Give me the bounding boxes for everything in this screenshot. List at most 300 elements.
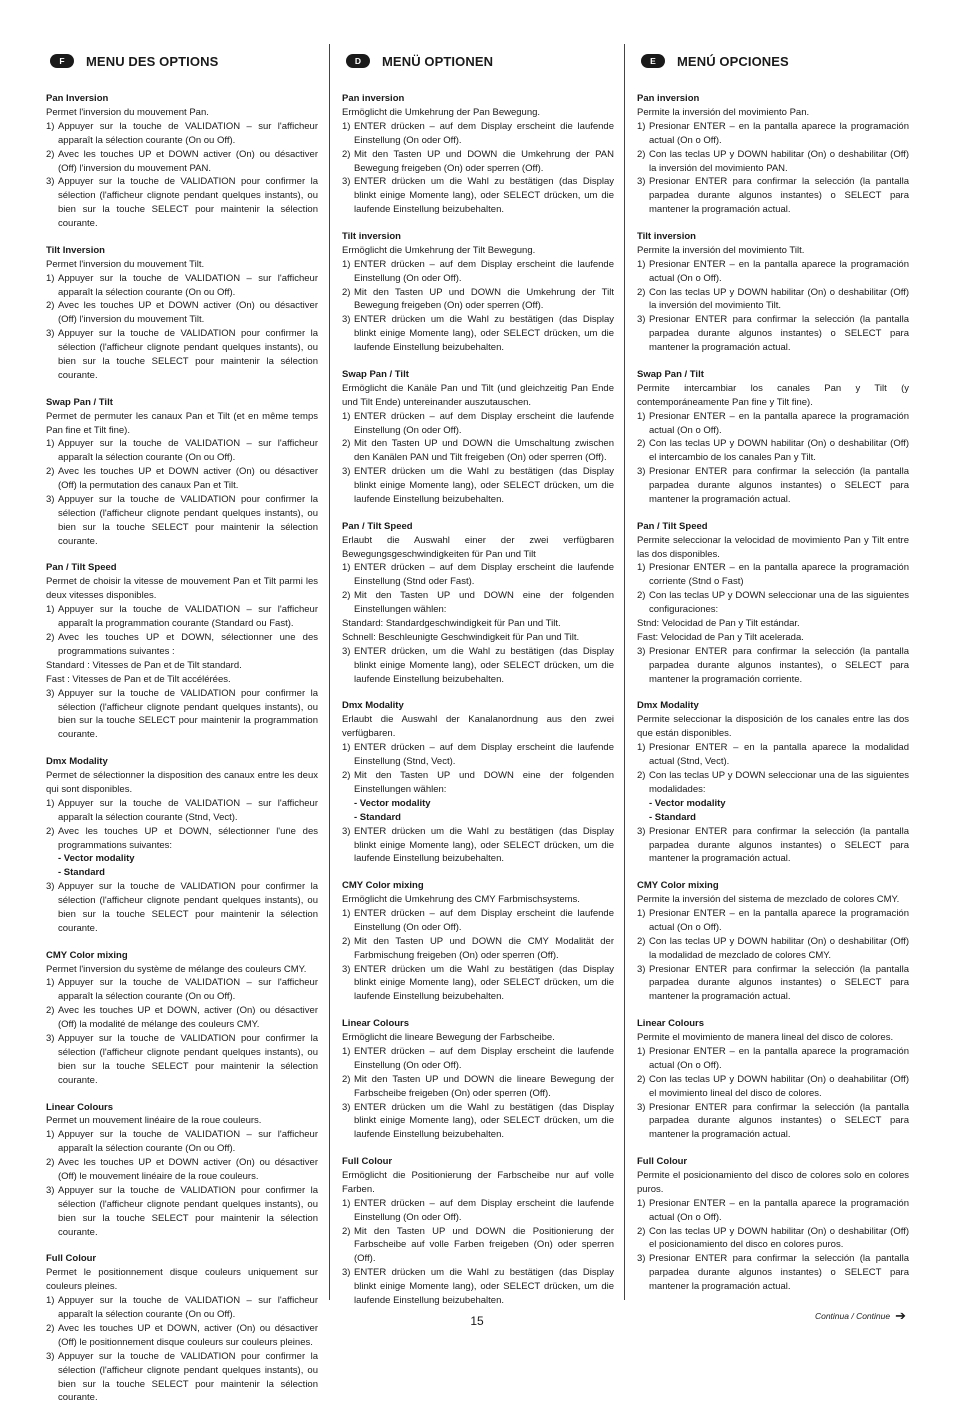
- step-text: ENTER drücken – auf dem Display erscheint die laufende Einstellung (On oder Off).: [354, 120, 614, 146]
- step-number: 3): [342, 963, 351, 975]
- section-title: Pan / Tilt Speed: [46, 562, 117, 574]
- step-number: 2): [46, 148, 55, 160]
- speed-note: Stnd: Velocidad de Pan y Tilt estándar.: [637, 618, 800, 630]
- step-number: 2): [637, 148, 646, 160]
- step-number: 2): [637, 1073, 646, 1085]
- section-intro: Permite seleccionar la disposición de los canales entre las dos que están disponibles.: [637, 714, 909, 740]
- step-item: [342, 1225, 614, 1267]
- section-intro: Erlaubt die Auswahl der Kanalanordnung aus den zwei verfügbaren.: [342, 714, 614, 740]
- step-item: [637, 769, 909, 797]
- step-item: [46, 797, 318, 825]
- column-french: [46, 50, 318, 1404]
- step-text: Presionar ENTER – en la pantalla aparece la modalidad actual (Stnd, Vect).: [649, 742, 909, 768]
- step-number: 1): [637, 907, 646, 919]
- step-item: [342, 437, 614, 465]
- section-intro: Permet l'inversion du mouvement Pan.: [46, 106, 209, 118]
- step-item: [637, 148, 909, 176]
- step-number: 1): [637, 742, 646, 754]
- section-intro: Erlaubt die Auswahl einer der zwei verfügbaren Bewegungsgeschwindigkeiten für Pan und Tilt: [342, 534, 614, 560]
- step-number: 1): [342, 742, 351, 754]
- step-item: [342, 286, 614, 314]
- option-value: - Vector modality: [58, 853, 135, 865]
- step-text: Con las teclas UP y DOWN habilitar (On) o deahabilitar (Off) el movimiento lineal del disco de colores.: [649, 1073, 909, 1099]
- section-title: Pan inversion: [637, 93, 700, 104]
- step-number: 1): [637, 562, 646, 574]
- speed-note: Fast : Vitesses de Pan et de Tilt accélérées.: [46, 673, 231, 685]
- step-number: 1): [637, 1197, 646, 1209]
- step-item: [342, 741, 614, 769]
- step-text: Avec les touches UP et DOWN activer (On) ou désactiver (Off) l'inversion du mouvement PAN.: [58, 148, 318, 174]
- step-text: Mit den Tasten UP und DOWN die CMY Modalität der Farbmischung freigeben (On) oder sperren (Off).: [354, 935, 614, 961]
- section-intro: Permite intercambiar los canales Pan y Tilt (y contemporáneamente Pan fine y Tilt fine).: [637, 382, 909, 408]
- step-number: 3): [637, 1253, 646, 1265]
- section-list: [637, 92, 909, 1294]
- step-text: Appuyer sur la touche de VALIDATION pour confirmer la sélection (l'afficheur clignote pendant quelques instants), ou bien sur la touche SELECT pour maintenir la sélection courante.: [58, 1184, 318, 1238]
- step-item: [46, 437, 318, 465]
- step-text: Con las teclas UP y DOWN seleccionar una de las siguientes modalidades:: [649, 769, 909, 795]
- step-text: Avec les touches UP et DOWN, activer (On) ou désactiver (Off) le positionnement disque couleurs sur couleurs pleines.: [58, 1322, 318, 1348]
- section-intro: Permite el movimiento de manera lineal del disco de colores.: [637, 1031, 894, 1043]
- step-item: [46, 687, 318, 743]
- column-title: MENU DES OPTIONS: [86, 53, 219, 69]
- section-intro: Ermöglicht die Positionierung der Farbscheibe nur auf volle Farben.: [342, 1169, 614, 1195]
- step-number: 1): [637, 258, 646, 270]
- step-number: 1): [637, 410, 646, 422]
- step-number: 3): [46, 1184, 55, 1196]
- step-item: [637, 120, 909, 148]
- section-title: CMY Color mixing: [637, 880, 719, 892]
- step-text: Mit den Tasten UP und DOWN die Umschaltung zwischen den Kanälen PAN und Tilt freigeben (On) oder sperren (Off).: [354, 438, 614, 464]
- section-intro: Permet de choisir la vitesse de mouvement Pan et Tilt parmi les deux vitesses disponibles.: [46, 576, 318, 602]
- step-text: Appuyer sur la touche de VALIDATION pour confirmer la sélection (l'afficheur clignote pendant quelques instants), ou bien sur la touche SELECT pour maintenir la sélection courante.: [58, 494, 318, 547]
- step-number: 3): [46, 494, 55, 506]
- step-number: 3): [46, 687, 55, 699]
- section-title: Pan Inversion: [46, 93, 109, 104]
- section-intro: Permet l'inversion du mouvement Tilt.: [46, 258, 205, 270]
- option-section: [46, 396, 318, 549]
- step-item: [342, 935, 614, 963]
- step-item: [637, 1045, 909, 1073]
- step-text: Presionar ENTER para confirmar la selección (la pantalla parpadea durante algunos instantes) o SELECT para mantener la programación actual.: [649, 176, 909, 216]
- section-title: CMY Color mixing: [342, 880, 424, 892]
- step-number: 1): [342, 1197, 351, 1209]
- option-value: - Standard: [58, 867, 105, 879]
- section-title: Tilt Inversion: [46, 244, 105, 256]
- section-intro: Permet de sélectionner la disposition des canaux entre les deux qui sont disponibles.: [46, 769, 318, 795]
- step-item: [342, 148, 614, 176]
- step-text: Appuyer sur la touche de VALIDATION pour confirmer la sélection (l'afficheur clignote pendant quelques instants), ou bien sur la touche SELECT pour maintenir la sélection courante.: [58, 1033, 318, 1086]
- step-item: [46, 1128, 318, 1156]
- step-number: 3): [637, 176, 646, 188]
- step-item: [46, 603, 318, 631]
- column-german: [342, 50, 614, 1307]
- step-text: Presionar ENTER – en la pantalla aparece la programación actual (On o Off).: [649, 410, 909, 436]
- section-title: Dmx Modality: [342, 700, 404, 712]
- step-text: Con las teclas UP y DOWN habilitar (On) o deshabilitar (Off) la inversión del movimiento PAN.: [649, 148, 909, 174]
- speed-note: Standard: Standardgeschwindigkeit für Pan und Tilt.: [342, 618, 561, 630]
- step-item: [342, 465, 614, 507]
- option-section: [46, 92, 318, 231]
- step-item: [46, 631, 318, 659]
- step-number: 2): [342, 438, 351, 450]
- step-text: Presionar ENTER – en la pantalla aparece la programación actual (On o Off).: [649, 907, 909, 933]
- section-title: Tilt inversion: [342, 230, 401, 242]
- column-title: MENÚ OPCIONES: [677, 53, 789, 69]
- step-item: [46, 148, 318, 176]
- step-item: [342, 589, 614, 617]
- option-section: [637, 879, 909, 1004]
- step-number: 1): [46, 977, 55, 989]
- step-text: ENTER drücken um die Wahl zu bestätigen (das Display blinkt einige Momente lang), oder SELECT drücken, um die laufende Einstellung beizubehalten.: [354, 466, 614, 506]
- option-section: [46, 561, 318, 742]
- step-item: [637, 175, 909, 217]
- step-item: [637, 561, 909, 589]
- option-value: - Vector modality: [649, 797, 726, 809]
- step-number: 2): [46, 300, 55, 312]
- step-text: Appuyer sur la touche de VALIDATION – sur l'afficheur apparaît la sélection courante (On ou Off).: [58, 1129, 318, 1155]
- section-intro: Permet l'inversion du système de mélange des couleurs CMY.: [46, 963, 307, 975]
- step-number: 1): [46, 272, 55, 284]
- step-number: 1): [637, 120, 646, 132]
- step-item: [637, 645, 909, 687]
- step-text: ENTER drücken um die Wahl zu bestätigen (das Display blinkt einige Momente lang), oder SELECT drücken, um die laufende Einstellung beizubehalten.: [354, 314, 614, 354]
- step-text: ENTER drücken – auf dem Display erscheint die laufende Einstellung (Stnd oder Fast).: [354, 562, 614, 588]
- step-item: [46, 299, 318, 327]
- step-text: ENTER drücken – auf dem Display erscheint die laufende Einstellung (On oder Off).: [354, 907, 614, 933]
- section-list: [342, 92, 614, 1308]
- section-title: Pan inversion: [342, 93, 405, 104]
- step-item: [637, 1252, 909, 1294]
- step-text: ENTER drücken – auf dem Display erscheint die laufende Einstellung (On oder Off).: [354, 258, 614, 284]
- column-divider: [624, 44, 625, 1300]
- step-number: 2): [46, 825, 55, 837]
- section-intro: Permite la inversión del sistema de mezclado de colores CMY.: [637, 894, 900, 906]
- section-title: Swap Pan / Tilt: [46, 396, 113, 408]
- section-intro: Ermöglicht die Umkehrung der Tilt Bewegung.: [342, 244, 536, 256]
- section-title: Dmx Modality: [637, 700, 699, 712]
- step-item: [46, 175, 318, 231]
- option-section: [46, 949, 318, 1088]
- step-text: Con las teclas UP y DOWN habilitar (On) o deshabilitar (Off) el intercambio de los canales Pan y Tilt.: [649, 438, 909, 464]
- step-text: Con las teclas UP y DOWN habilitar (On) o deshabilitar (Off) la modalidad de mezclado de colores CMY.: [649, 935, 909, 961]
- step-number: 1): [342, 562, 351, 574]
- step-text: Appuyer sur la touche de VALIDATION pour confirmer la sélection (l'afficheur clignote pendant quelques instants), ou bien sur la touche SELECT pour maintenir la sélection courante.: [58, 881, 318, 934]
- step-item: [637, 286, 909, 314]
- step-number: 2): [342, 1225, 351, 1237]
- step-item: [637, 963, 909, 1005]
- step-item: [46, 976, 318, 1004]
- step-text: Avec les touches UP et DOWN activer (On) ou désactiver (Off) l'inversion du mouvement Tilt.: [58, 300, 318, 326]
- step-item: [342, 769, 614, 797]
- section-title: Linear Colours: [637, 1018, 705, 1030]
- step-text: Appuyer sur la touche de VALIDATION – sur l'afficheur apparaît la sélection courante (On ou Off).: [58, 438, 318, 464]
- option-value: - Standard: [649, 811, 696, 823]
- option-value: - Vector modality: [354, 797, 431, 809]
- step-item: [342, 313, 614, 355]
- step-item: [637, 465, 909, 507]
- step-number: 3): [342, 1101, 351, 1113]
- step-text: Con las teclas UP y DOWN seleccionar una de las siguientes configuraciones:: [649, 590, 909, 616]
- language-badge: F: [50, 54, 74, 68]
- section-title: Swap Pan / Tilt: [342, 368, 409, 380]
- step-number: 2): [637, 438, 646, 450]
- step-text: ENTER drücken um die Wahl zu bestätigen (das Display blinkt einige Momente lang), oder SELECT drücken, um die laufende Einstellung beizubehalten.: [354, 1101, 614, 1141]
- step-text: Mit den Tasten UP und DOWN die lineare Bewegung der Farbscheibe freigeben (On) oder sperren (Off).: [354, 1073, 614, 1099]
- speed-note: Fast: Velocidad de Pan y Tilt acelerada.: [637, 632, 804, 644]
- step-item: [46, 1004, 318, 1032]
- step-number: 3): [342, 645, 351, 657]
- step-text: Appuyer sur la touche de VALIDATION – sur l'afficheur apparaît la sélection courante (On ou Off).: [58, 1295, 318, 1320]
- step-text: Mit den Tasten UP und DOWN die Positionierung der Farbscheibe auf volle Farben freigeben (On) oder sperren (Off).: [354, 1225, 614, 1265]
- step-text: ENTER drücken – auf dem Display erscheint die laufende Einstellung (Stnd, Vect).: [354, 742, 614, 768]
- speed-note: Schnell: Beschleunigte Geschwindigkeit für Pan und Tilt.: [342, 632, 580, 644]
- step-text: ENTER drücken um die Wahl zu bestätigen (das Display blinkt einige Momente lang), oder SELECT drücken, um die laufende Einstellung beizubehalten.: [354, 176, 614, 216]
- section-intro: Ermöglicht die lineare Bewegung der Farbscheibe.: [342, 1031, 555, 1043]
- step-number: 3): [637, 645, 646, 657]
- step-text: Appuyer sur la touche de VALIDATION pour confirmer la sélection (l'afficheur clignote pendant quelques instants), ou bien sur la touche SELECT pour maintenir la sélection courante.: [58, 176, 318, 230]
- step-item: [46, 880, 318, 936]
- step-number: 3): [342, 314, 351, 326]
- step-item: [342, 1101, 614, 1143]
- step-item: [342, 825, 614, 867]
- page-number: 15: [470, 1314, 484, 1328]
- step-text: ENTER drücken – auf dem Display erscheint die laufende Einstellung (On oder Off).: [354, 410, 614, 436]
- step-item: [46, 493, 318, 549]
- section-intro: Ermöglicht die Kanäle Pan und Tilt (und gleichzeitig Pan Ende und Tilt Ende) untereinander auszutauschen.: [342, 382, 614, 408]
- column-divider: [329, 44, 330, 1300]
- step-number: 1): [46, 604, 55, 616]
- section-intro: Permite seleccionar la velocidad de movimiento Pan y Tilt entre las dos disponibles.: [637, 534, 909, 560]
- step-number: 2): [342, 935, 351, 947]
- option-section: [637, 520, 909, 687]
- step-item: [46, 1032, 318, 1088]
- step-text: Presionar ENTER – en la pantalla aparece la programación actual (On o Off).: [649, 258, 909, 284]
- step-number: 1): [342, 410, 351, 422]
- option-section: [46, 1252, 318, 1405]
- option-section: [637, 92, 909, 217]
- column-header: [342, 50, 614, 72]
- step-number: 1): [342, 120, 351, 132]
- step-text: Mit den Tasten UP und DOWN die Umkehrung der PAN Bewegung freigeben (On) oder sperren (Off).: [354, 148, 614, 174]
- step-item: [637, 935, 909, 963]
- option-section: [342, 699, 614, 866]
- step-item: [637, 437, 909, 465]
- step-item: [637, 1073, 909, 1101]
- section-title: Swap Pan / Tilt: [637, 368, 704, 380]
- column-header: [46, 50, 318, 72]
- step-number: 1): [46, 438, 55, 450]
- step-item: [46, 825, 318, 853]
- step-text: Presionar ENTER – en la pantalla aparece la programación corriente (Stnd o Fast): [649, 562, 909, 588]
- step-item: [637, 410, 909, 438]
- step-number: 1): [342, 258, 351, 270]
- step-item: [342, 1073, 614, 1101]
- step-item: [46, 272, 318, 300]
- step-item: [46, 327, 318, 383]
- step-item: [46, 465, 318, 493]
- option-section: [342, 879, 614, 1004]
- step-number: 3): [342, 825, 351, 837]
- step-item: [637, 825, 909, 867]
- step-number: 2): [46, 1005, 55, 1017]
- section-title: Pan / Tilt Speed: [342, 520, 413, 532]
- option-section: [637, 368, 909, 507]
- arrow-right-icon: ➔: [895, 1308, 906, 1323]
- step-number: 2): [46, 466, 55, 478]
- section-title: CMY Color mixing: [46, 949, 128, 961]
- step-text: Appuyer sur la touche de VALIDATION pour confirmer la sélection (l'afficheur clignote pendant quelques instants), ou bien sur la touche SELECT pour maintenir la sélection courante.: [58, 328, 318, 382]
- step-item: [342, 1266, 614, 1308]
- section-intro: Permite la inversión del movimiento Tilt.: [637, 244, 805, 256]
- step-number: 2): [637, 1225, 646, 1237]
- section-intro: Ermöglicht die Umkehrung der Pan Bewegung.: [342, 106, 541, 118]
- step-number: 2): [342, 1073, 351, 1085]
- option-section: [637, 699, 909, 866]
- step-number: 3): [46, 1033, 55, 1045]
- step-text: Con las teclas UP y DOWN habilitar (On) o deshabilitar (Off) la inversión del movimiento Tilt.: [649, 286, 909, 312]
- step-number: 1): [46, 1295, 55, 1307]
- step-item: [637, 741, 909, 769]
- section-title: Full Colour: [46, 1253, 97, 1265]
- step-text: ENTER drücken um die Wahl zu bestätigen (das Display blinkt einige Momente lang), oder SELECT drücken, um die laufende Einstellung beizubehalten.: [354, 1267, 614, 1307]
- language-badge: E: [641, 54, 665, 68]
- step-number: 3): [637, 963, 646, 975]
- step-text: Avec les touches UP et DOWN, sélectionner une des programmations suivantes :: [58, 632, 318, 657]
- speed-note: Standard : Vitesses de Pan et de Tilt standard.: [46, 659, 242, 671]
- step-item: [342, 561, 614, 589]
- step-text: Presionar ENTER para confirmar la selección (la pantalla parpadea durante algunos instantes) o SELECT para mantener la programación actual.: [649, 1101, 909, 1141]
- step-item: [637, 907, 909, 935]
- step-number: 2): [46, 632, 55, 644]
- section-title: Pan / Tilt Speed: [637, 520, 708, 532]
- option-section: [46, 244, 318, 383]
- option-section: [342, 230, 614, 355]
- option-section: [46, 1101, 318, 1240]
- step-text: ENTER drücken um die Wahl zu bestätigen (das Display blinkt einige Momente lang), oder SELECT drücken, um die laufende Einstellung beizubehalten.: [354, 825, 614, 865]
- option-section: [342, 368, 614, 507]
- continue-link: [815, 1308, 906, 1324]
- option-section: [342, 520, 614, 687]
- step-number: 1): [342, 907, 351, 919]
- step-item: [637, 1225, 909, 1253]
- step-text: Presionar ENTER – en la pantalla aparece la programación actual (On o Off).: [649, 1045, 909, 1071]
- step-number: 3): [46, 176, 55, 188]
- step-number: 1): [46, 797, 55, 809]
- step-item: [342, 907, 614, 935]
- option-section: [342, 92, 614, 217]
- step-text: Presionar ENTER para confirmar la selección (la pantalla parpadea durante algunos instantes) o SELECT para mantener la programación actual.: [649, 963, 909, 1003]
- step-text: Presionar ENTER para confirmar la selección (la pantalla parpadea durante algunos instantes), o SELECT para mantener la programación corriente.: [649, 645, 909, 685]
- step-number: 2): [46, 1322, 55, 1334]
- step-text: Appuyer sur la touche de VALIDATION – sur l'afficheur apparaît la sélection courante (On ou Off).: [58, 120, 318, 146]
- step-number: 3): [637, 466, 646, 478]
- step-item: [342, 963, 614, 1005]
- option-section: [342, 1155, 614, 1308]
- step-text: Appuyer sur la touche de VALIDATION pour confirmer la sélection (l'afficheur clignote pendant quelques instants), ou bien sur la touche SELECT pour maintenir la programmation courante.: [58, 687, 318, 741]
- step-item: [342, 1197, 614, 1225]
- step-item: [342, 175, 614, 217]
- step-text: Appuyer sur la touche de VALIDATION – sur l'afficheur apparaît la sélection courante (On ou Off).: [58, 272, 318, 298]
- step-item: [637, 589, 909, 617]
- step-number: 3): [342, 466, 351, 478]
- step-number: 1): [637, 1045, 646, 1057]
- step-item: [46, 1156, 318, 1184]
- step-text: Avec les touches UP et DOWN activer (On) ou désactiver (Off) la permutation des canaux Pan et Tilt.: [58, 466, 318, 492]
- step-item: [342, 1045, 614, 1073]
- step-item: [342, 258, 614, 286]
- step-text: ENTER drücken – auf dem Display erscheint die laufende Einstellung (On oder Off).: [354, 1045, 614, 1071]
- step-text: Mit den Tasten UP und DOWN die Umkehrung der Tilt Bewegung freigeben (On) oder sperren (Off).: [354, 286, 614, 312]
- step-item: [637, 313, 909, 355]
- step-item: [637, 1197, 909, 1225]
- step-text: Presionar ENTER – en la pantalla aparece la programación actual (On o Off).: [649, 1197, 909, 1223]
- step-text: Con las teclas UP y DOWN habilitar (On) o deshabilitar (Off) el posicionamiento del disco en colores puros.: [649, 1225, 909, 1251]
- step-number: 3): [46, 328, 55, 340]
- step-number: 3): [637, 825, 646, 837]
- section-title: Full Colour: [342, 1156, 393, 1168]
- step-text: ENTER drücken – auf dem Display erscheint die laufende Einstellung (On oder Off).: [354, 1197, 614, 1223]
- section-intro: Permet un mouvement linéaire de la roue couleurs.: [46, 1115, 262, 1127]
- step-number: 2): [342, 769, 351, 781]
- section-intro: Permet de permuter les canaux Pan et Tilt (et en même temps Pan fine et Tilt fine).: [46, 410, 318, 436]
- step-number: 3): [46, 1350, 55, 1362]
- column-spanish: [637, 50, 909, 1300]
- step-item: [342, 120, 614, 148]
- section-title: Linear Colours: [342, 1018, 410, 1030]
- step-text: Presionar ENTER para confirmar la selección (la pantalla parpadea durante algunos instantes) o SELECT para mantener la programación actual.: [649, 1253, 909, 1293]
- step-text: ENTER drücken um die Wahl zu bestätigen (das Display blinkt einige Momente lang), oder SELECT drücken, um die laufende Einstellung beizubehalten.: [354, 963, 614, 1003]
- section-title: Linear Colours: [46, 1101, 114, 1113]
- step-item: [342, 410, 614, 438]
- step-text: Appuyer sur la touche de VALIDATION pour confirmer la sélection (l'afficheur clignote pendant quelques instants), ou bien sur la touche SELECT pour maintenir la sélection courante.: [58, 1350, 318, 1404]
- step-number: 2): [342, 286, 351, 298]
- step-text: Appuyer sur la touche de VALIDATION – sur l'afficheur apparaît la programmation courante (Standard ou Fast).: [58, 604, 318, 630]
- section-list: [46, 92, 318, 1405]
- continue-label: Continua / Continue: [814, 1311, 891, 1321]
- option-section: [342, 1017, 614, 1142]
- step-text: Mit den Tasten UP und DOWN eine der folgenden Einstellungen wählen:: [354, 590, 614, 616]
- step-text: Mit den Tasten UP und DOWN eine der folgenden Einstellungen wählen:: [354, 769, 614, 795]
- step-text: Presionar ENTER para confirmar la selección (la pantalla parpadea durante algunos instantes) o SELECT para mantener la programación actual.: [649, 314, 909, 354]
- column-header: [637, 50, 909, 72]
- step-item: [637, 1101, 909, 1143]
- step-item: [637, 258, 909, 286]
- step-number: 1): [342, 1045, 351, 1057]
- option-value: - Standard: [354, 811, 401, 823]
- step-text: Presionar ENTER para confirmar la selección (la pantalla parpadea durante algunos instantes) o SELECT para mantener la programación actual.: [649, 466, 909, 506]
- step-item: [46, 1350, 318, 1405]
- option-section: [637, 1017, 909, 1142]
- step-text: Presionar ENTER para confirmar la selección (la pantalla parpadea durante algunos instantes) o SELECT para mantener la programación actual.: [649, 825, 909, 865]
- section-intro: Permite el posicionamiento del disco de colores solo en colores puros.: [637, 1169, 909, 1195]
- step-text: Appuyer sur la touche de VALIDATION – sur l'afficheur apparaît la sélection courante (Stnd, Vect).: [58, 797, 318, 823]
- step-number: 2): [342, 590, 351, 602]
- step-item: [46, 1184, 318, 1240]
- step-number: 3): [342, 1267, 351, 1279]
- step-number: 2): [637, 935, 646, 947]
- step-text: Avec les touches UP et DOWN, activer (On) ou désactiver (Off) la modalité de mélange des couleurs CMY.: [58, 1005, 318, 1031]
- column-title: MENÜ OPTIONEN: [382, 53, 494, 69]
- step-number: 2): [46, 1157, 55, 1169]
- step-number: 3): [46, 881, 55, 893]
- step-text: ENTER drücken, um die Wahl zu bestätigen (das Display blinkt einige Momente lang), oder SELECT drücken, um die laufende Einstellung beizubehalten.: [354, 645, 614, 685]
- step-number: 3): [342, 176, 351, 188]
- section-title: Dmx Modality: [46, 756, 108, 768]
- step-number: 1): [46, 1129, 55, 1141]
- step-text: Avec les touches UP et DOWN activer (On) ou désactiver (Off) le mouvement linéaire de la roue couleurs.: [58, 1157, 318, 1183]
- language-badge: D: [346, 54, 370, 68]
- option-section: [46, 755, 318, 936]
